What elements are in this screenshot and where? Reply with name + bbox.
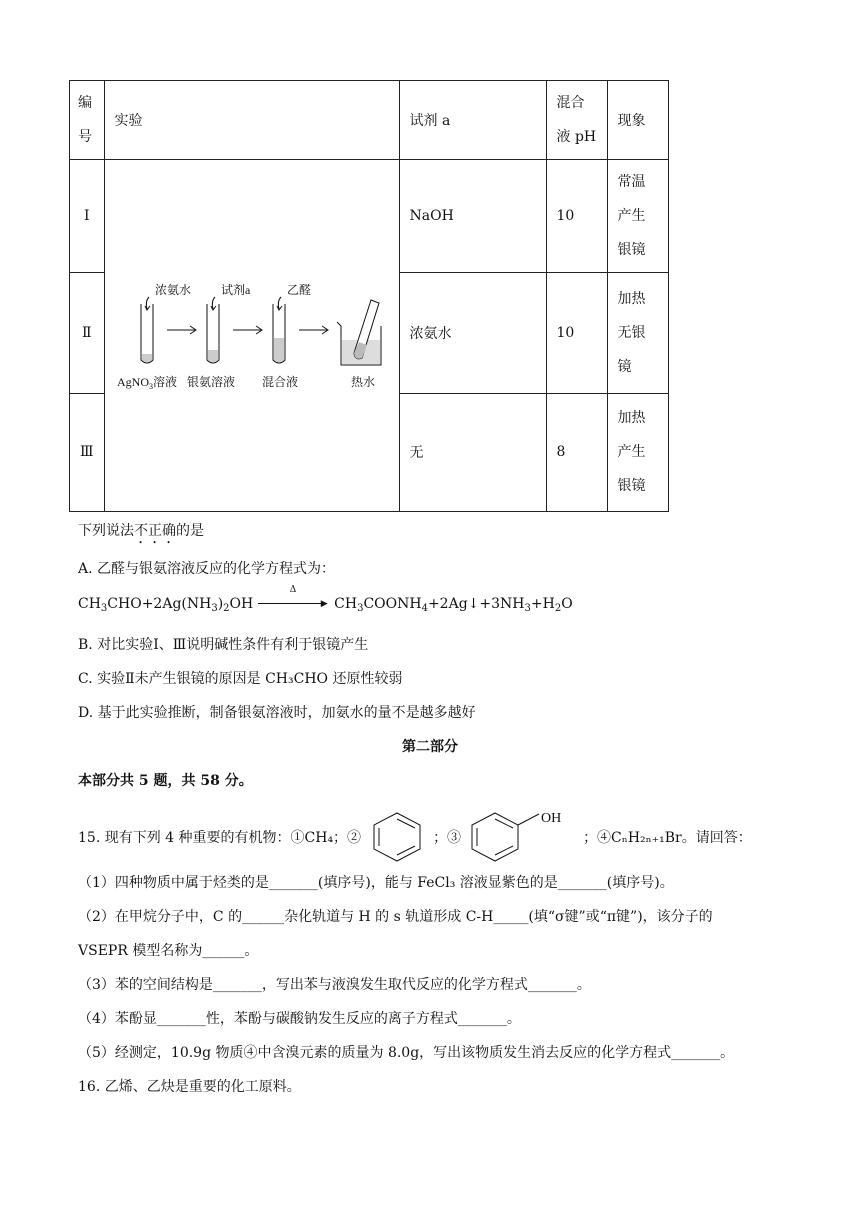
row-1-phenomenon: 常温产生银镜	[607, 160, 668, 273]
add-label-reagent: 试剂a	[220, 283, 250, 297]
q15-part2a: （2）在甲烷分子中，C 的______杂化轨道与 H 的 s 轨道形成 C-H_____(填“σ键”或“π键”)，该分子的	[78, 909, 713, 925]
header-reagent: 试剂 a	[399, 81, 546, 160]
header-experiment: 实验	[104, 81, 399, 160]
equation-a: $CH_3CHO+2Ag(NH_3)_2OH$ Δ ▶ $CH_3COONH_4+2Ag↓+3NH_3+H_2O$	[78, 585, 573, 614]
question-prompt: 下列说法不正确的是	[78, 523, 204, 539]
row-1-number: Ⅰ	[70, 160, 105, 273]
add-label-acetaldehyde: 乙醛	[286, 283, 311, 297]
header-ph: 混合液 pH	[546, 81, 607, 160]
row-3-number: Ⅲ	[70, 393, 105, 511]
experiment-diagram	[105, 160, 399, 511]
row-3-reagent: 无	[399, 393, 546, 511]
option-d: D. 基于此实验推断，制备银氨溶液时，加氨水的量不是越多越好	[78, 705, 476, 721]
row-2-ph: 10	[546, 273, 607, 393]
option-a: A. 乙醛与银氨溶液反应的化学方程式为：	[78, 561, 336, 577]
label-silver-ammonia: 银氨溶液	[186, 375, 235, 389]
experiment-diagram-cell	[104, 160, 399, 512]
q15-part3: （3）苯的空间结构是_______，写出苯与液溴发生取代反应的化学方程式_______。	[78, 977, 591, 993]
header-phenomenon: 现象	[607, 81, 668, 160]
hydroxyl-label: OH	[541, 811, 562, 826]
option-b: B. 对比实验Ⅰ、Ⅲ说明碱性条件有利于银镜产生	[78, 637, 369, 653]
q15-part1: （1）四种物质中属于烃类的是_______(填序号)，能与 FeCl₃ 溶液显紫色的是_______(填序号)。	[78, 875, 674, 891]
row-1-ph: 10	[546, 160, 607, 273]
label-agno3: AgNO$_3$溶液	[116, 375, 177, 391]
q16-stem: 16. 乙烯、乙炔是重要的化工原料。	[78, 1079, 301, 1095]
header-number: 编号	[70, 81, 105, 160]
experiment-table	[69, 80, 669, 512]
row-2-phenomenon: 加热无银镜	[607, 273, 668, 393]
add-label-ammonia: 浓氨水	[154, 283, 191, 297]
phenol-structure	[467, 810, 577, 864]
label-hot-water: 热水	[350, 375, 375, 389]
q15-part5: （5）经测定，10.9g 物质④中含溴元素的质量为 8.0g，写出该物质发生消去反应的化学方程式_______。	[78, 1045, 735, 1061]
q15-part2b: VSEPR 模型名称为______。	[78, 943, 259, 959]
label-mixture: 混合液	[261, 375, 298, 389]
part-title: 第二部分	[402, 739, 458, 755]
row-3-phenomenon: 加热产生银镜	[607, 393, 668, 511]
q15-part4: （4）苯酚显_______性，苯酚与碳酸钠发生反应的离子方程式_______。	[78, 1011, 521, 1027]
q15-stem: 15. 现有下列 4 种重要的有机物：①CH₄；② ；③ OH ；④CₙH₂ₙ₊₁Br。请回答：	[78, 816, 752, 858]
benzene-structure	[367, 810, 427, 864]
part-description: 本部分共 5 题，共 58 分。	[78, 773, 253, 789]
row-2-number: Ⅱ	[70, 273, 105, 393]
row-3-ph: 8	[546, 393, 607, 511]
row-2-reagent: 浓氨水	[399, 273, 546, 393]
row-1-reagent: NaOH	[399, 160, 546, 273]
option-c: C. 实验Ⅱ未产生银镜的原因是 CH₃CHO 还原性较弱	[78, 671, 403, 687]
delta-symbol: Δ	[289, 585, 297, 595]
